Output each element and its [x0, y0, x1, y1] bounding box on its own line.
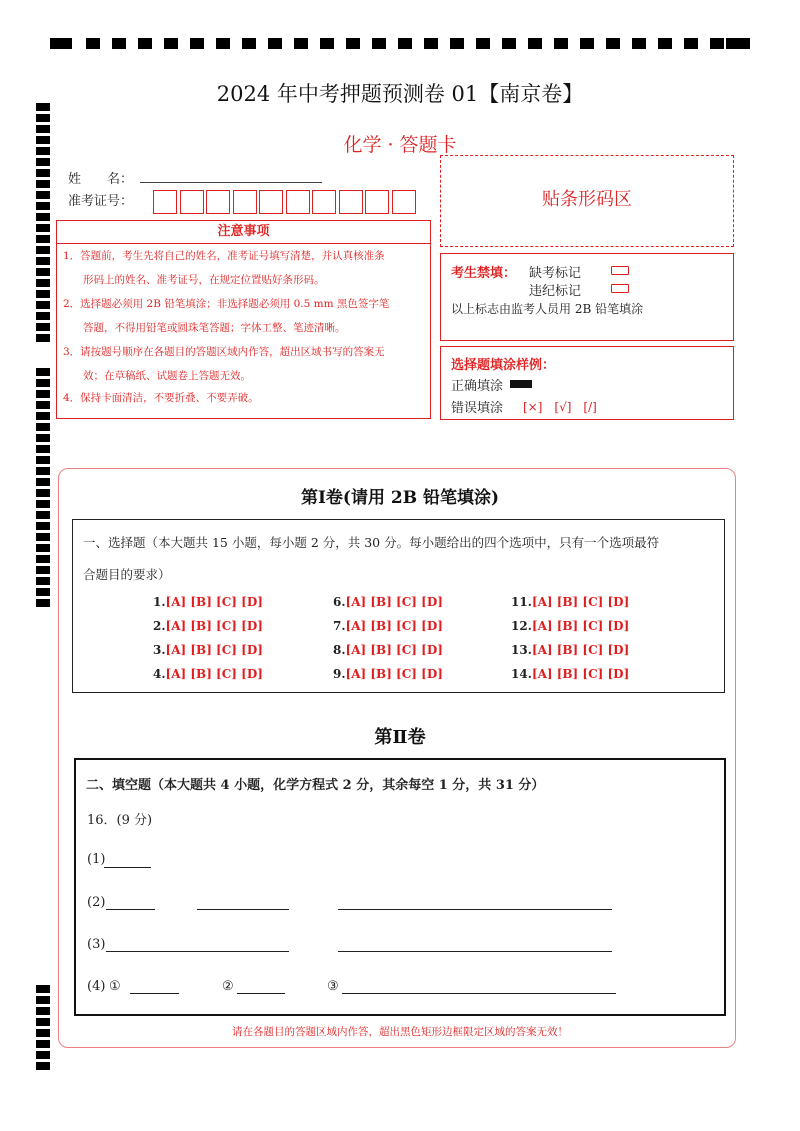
violation-mark-box[interactable] — [611, 284, 629, 293]
notice-item: 2．选择题必须用 2B 铅笔填涂；非选择题必须用 0.5 mm 黑色签字笔 — [63, 298, 390, 310]
answer-options[interactable]: [A] [B] [C] [D] — [165, 643, 263, 657]
mc-question-row[interactable] — [333, 619, 443, 633]
violation-mark-label: 违纪标记 — [529, 284, 582, 299]
answer-blank[interactable] — [104, 867, 151, 868]
sub-question-1-label: (1) — [87, 852, 106, 867]
answer-options[interactable]: [A] [B] [C] [D] — [345, 595, 443, 609]
question-number: 13. — [511, 643, 532, 657]
notice-heading: 注意事项 — [57, 221, 430, 244]
mc-section-heading: 一、选择题（本大题共 15 小题，每小题 2 分，共 30 分。每小题给出的四个选项中，只有一个选项最符 — [83, 535, 660, 550]
question-number: 11. — [511, 595, 532, 609]
mc-question-row[interactable] — [153, 619, 263, 633]
answer-options[interactable]: [A] [B] [C] [D] — [345, 667, 443, 681]
exam-id-digit-box[interactable] — [233, 190, 257, 214]
notice-item: 形码上的姓名、准考证号，在规定位置贴好条形码。 — [83, 274, 325, 286]
circled-1: ① — [109, 979, 121, 994]
answer-options[interactable]: [A] [B] [C] [D] — [165, 619, 263, 633]
fill-sample-box — [440, 346, 734, 420]
question-number: 1. — [153, 595, 166, 609]
sample-heading: 选择题填涂样例： — [451, 358, 556, 373]
answer-options[interactable]: [A] [B] [C] [D] — [531, 595, 630, 609]
answer-blank[interactable] — [338, 951, 612, 952]
correct-fill-label: 正确填涂 — [451, 379, 504, 394]
question-number: 9. — [333, 667, 346, 681]
exam-id-digit-box[interactable] — [392, 190, 416, 214]
answer-blank[interactable] — [197, 909, 289, 910]
circled-3: ③ — [327, 979, 339, 994]
part2-title: 第Ⅱ卷 — [374, 727, 426, 748]
examinee-forbidden-box — [440, 253, 734, 341]
exam-id-digit-box[interactable] — [180, 190, 204, 214]
mc-question-row[interactable] — [511, 667, 629, 681]
exam-id-digit-box[interactable] — [153, 190, 177, 214]
wrong-fill-marks: [×] [√] [/] — [523, 400, 597, 414]
name-field[interactable] — [140, 182, 322, 183]
answer-options[interactable]: [A] [B] [C] [D] — [165, 595, 263, 609]
forbid-note: 以上标志由监考人员用 2B 铅笔填涂 — [451, 302, 644, 316]
notice-item: 效；在草稿纸、试题卷上答题无效。 — [83, 370, 251, 382]
name-label: 姓 名： — [68, 172, 134, 187]
circled-2: ② — [222, 979, 234, 994]
notice-item: 1．答题前，考生先将自己的姓名，准考证号填写清楚，并认真核准条 — [63, 250, 385, 262]
answer-options[interactable]: [A] [B] [C] [D] — [531, 643, 630, 657]
question-number: 3. — [153, 643, 166, 657]
timing-marks-top — [50, 38, 750, 50]
question-number: 4. — [153, 667, 166, 681]
mc-question-row[interactable] — [511, 643, 629, 657]
mc-question-row[interactable] — [153, 667, 263, 681]
footer-warning: 请在各题目的答题区域内作答，超出黑色矩形边框限定区域的答案无效！ — [232, 1026, 568, 1038]
question-16-label: 16．(9 分) — [87, 813, 153, 828]
notice-item: 3．请按题号顺序在各题目的答题区域内作答，超出区域书写的答案无 — [63, 346, 385, 358]
page-title: 2024 年中考押题预测卷 01【南京卷】 — [216, 82, 584, 106]
question-number: 6. — [333, 595, 346, 609]
question-number: 7. — [333, 619, 346, 633]
absent-mark-box[interactable] — [611, 266, 629, 275]
mc-question-row[interactable] — [511, 595, 629, 609]
answer-options[interactable]: [A] [B] [C] [D] — [165, 667, 263, 681]
barcode-area — [440, 155, 734, 247]
part1-title: 第Ⅰ卷(请用 2B 铅笔填涂) — [300, 488, 500, 508]
answer-options[interactable]: [A] [B] [C] [D] — [531, 619, 630, 633]
exam-id-digit-box[interactable] — [259, 190, 283, 214]
mc-question-row[interactable] — [333, 643, 443, 657]
mc-question-row[interactable] — [153, 643, 263, 657]
exam-id-digit-box[interactable] — [206, 190, 230, 214]
exam-id-digit-box[interactable] — [286, 190, 310, 214]
question-number: 8. — [333, 643, 346, 657]
question-number: 2. — [153, 619, 166, 633]
wrong-fill-label: 错误填涂 — [451, 401, 504, 416]
sub-question-3-label: (3) — [87, 937, 106, 952]
fill-section-heading: 二、填空题（本大题共 4 小题，化学方程式 2 分，其余每空 1 分，共 31 分） — [86, 778, 545, 793]
answer-blank[interactable] — [342, 993, 616, 994]
mc-question-row[interactable] — [153, 595, 263, 609]
exam-id-digit-box[interactable] — [365, 190, 389, 214]
barcode-label: 贴条形码区 — [542, 189, 632, 210]
correct-fill-mark — [510, 380, 532, 388]
subject-title: 化学 · 答题卡 — [343, 134, 457, 156]
mc-question-row[interactable] — [333, 667, 443, 681]
exam-id-label: 准考证号： — [68, 194, 134, 209]
answer-options[interactable]: [A] [B] [C] [D] — [531, 667, 630, 681]
answer-blank[interactable] — [237, 993, 285, 994]
mc-section-heading-cont: 合题目的要求） — [83, 567, 171, 582]
forbid-heading: 考生禁填： — [451, 266, 517, 281]
question-number: 14. — [511, 667, 532, 681]
notice-box — [56, 220, 431, 419]
sub-question-2-label: (2) — [87, 895, 106, 910]
fill-in-section — [74, 758, 726, 1016]
answer-blank[interactable] — [130, 993, 179, 994]
answer-blank[interactable] — [106, 951, 289, 952]
notice-item: 答题，不得用铅笔或圆珠笔答题；字体工整、笔迹清晰。 — [83, 322, 346, 334]
mc-question-row[interactable] — [333, 595, 443, 609]
answer-blank[interactable] — [106, 909, 155, 910]
answer-blank[interactable] — [338, 909, 612, 910]
sub-question-4-label: (4) — [87, 979, 106, 994]
question-number: 12. — [511, 619, 532, 633]
notice-item: 4．保持卡面清洁，不要折叠、不要弄破。 — [63, 392, 259, 404]
exam-id-digit-box[interactable] — [312, 190, 336, 214]
exam-id-digit-box[interactable] — [339, 190, 363, 214]
mc-question-row[interactable] — [511, 619, 629, 633]
answer-options[interactable]: [A] [B] [C] [D] — [345, 619, 443, 633]
absent-mark-label: 缺考标记 — [529, 266, 582, 281]
answer-options[interactable]: [A] [B] [C] [D] — [345, 643, 443, 657]
